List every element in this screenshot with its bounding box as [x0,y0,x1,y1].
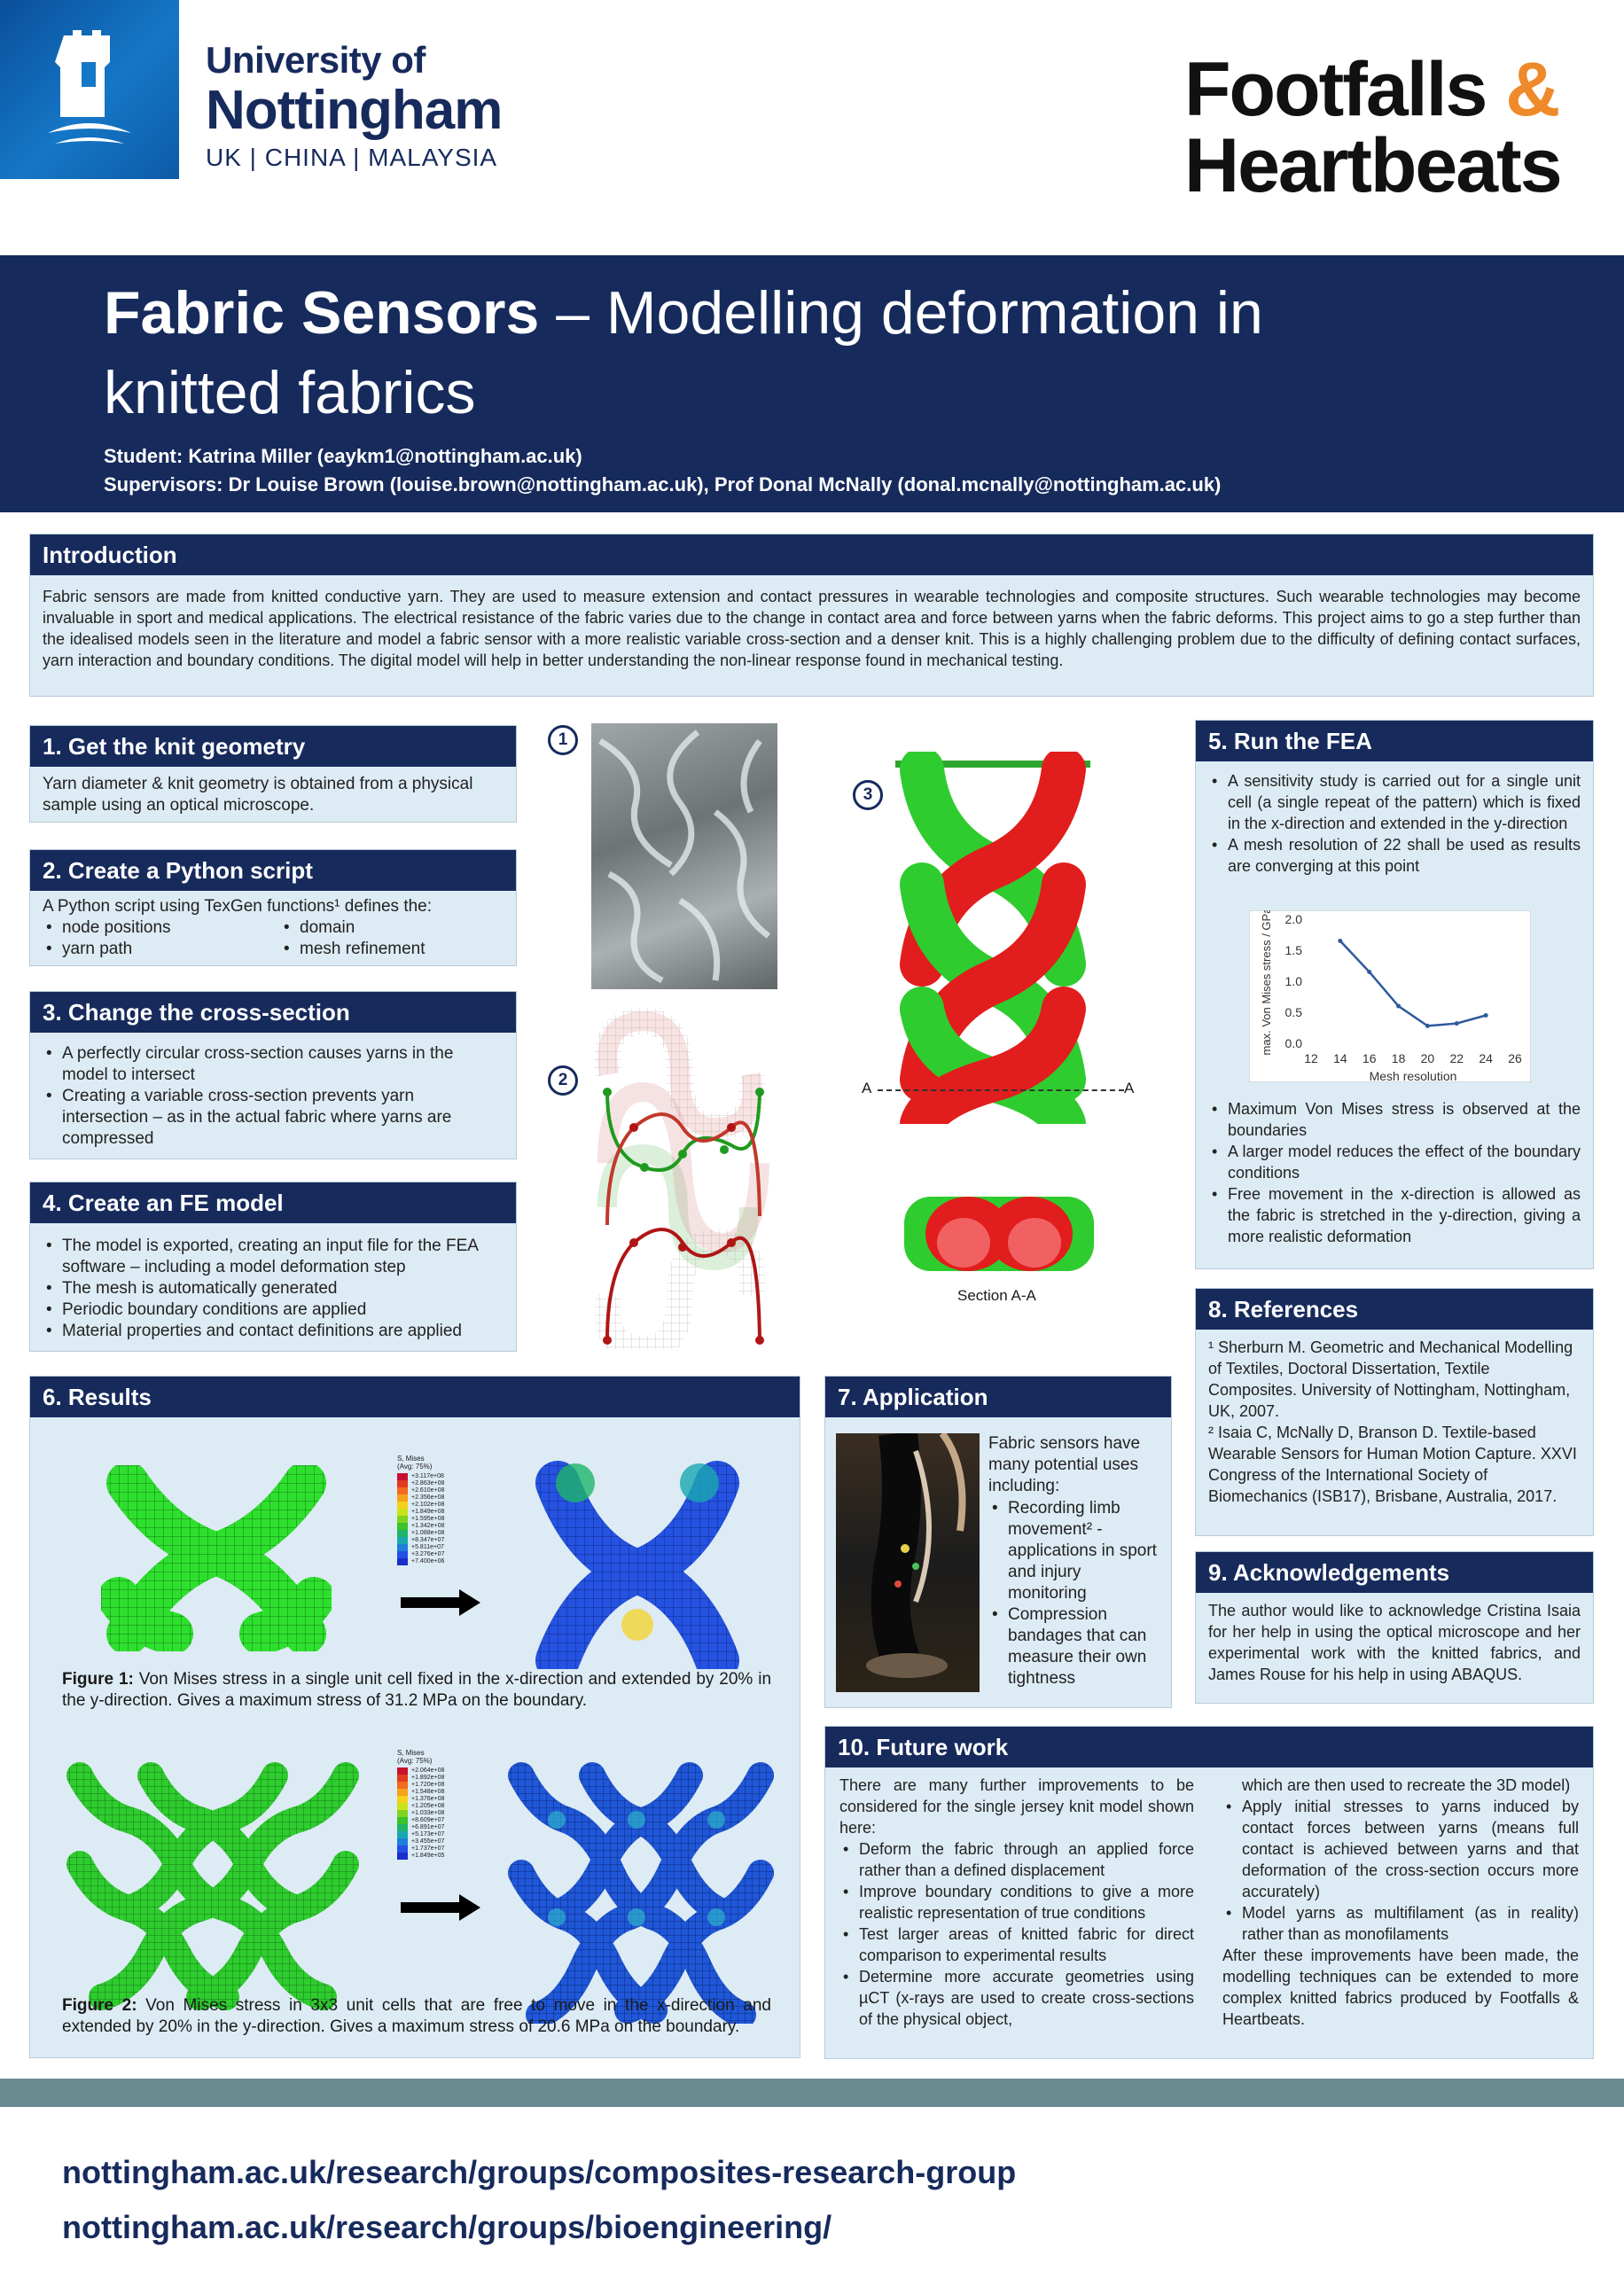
legend-swatch [397,1782,408,1789]
footer-bar [0,2079,1624,2107]
legend-entry [397,1509,477,1516]
legend-swatch [397,1516,408,1523]
list-item: • Periodic boundary conditions are applied [43,1299,504,1321]
legend-swatch [397,1551,408,1558]
list-item: • Test larger areas of knitted fabric for direct comparison to experimental results [839,1923,1194,1966]
legend-value: +5.173e+07 [411,1831,445,1838]
deformation-arrow [401,1589,480,1616]
section-2-intro: A Python script using TexGen functions¹ defines the: [43,897,433,916]
cross-section-caption: Section A-A [957,1287,1036,1304]
section-2-panel [29,849,517,966]
y-tick-label: 0.5 [1284,1005,1302,1019]
section-7-intro: Fabric sensors have many potential uses including: [988,1434,1141,1495]
legend-entry [397,1767,477,1775]
section-8-body [1208,1337,1581,1507]
legend-swatch [397,1845,408,1853]
grid-3x3-stress-model [504,1758,778,2024]
legend-entry [397,1796,477,1803]
section-line-label-right: A [1124,1080,1135,1096]
legend-value: +2.610e+08 [411,1487,445,1494]
legend-value: +1.088e+08 [411,1530,445,1536]
section-10-right [1222,1775,1579,2030]
list-item: • yarn path [43,939,280,960]
legend-entry [397,1530,477,1537]
legend-value: +2.356e+08 [411,1494,445,1501]
section-4-heading: 4. Create an FE model [30,1182,516,1223]
student-line: Student: Katrina Miller (eaykm1@nottingham.ac.uk) [104,445,582,467]
legend-entry [397,1558,477,1565]
figure-number-2: 2 [548,1065,578,1096]
legend-entry [397,1838,477,1845]
legend-entry [397,1551,477,1558]
footer-link-1[interactable]: nottingham.ac.uk/research/groups/composites-research-group [62,2154,1017,2190]
list-item: • The model is exported, creating an input file for the FEA software – including a model deformation step [43,1236,504,1278]
legend-swatch [397,1530,408,1537]
list-item: • Apply initial stresses to yarns induced by contact forces between yarns (means full contact is achieved between yarns and that deformation of the cross-section occurs more accurately) [1222,1796,1579,1902]
section-9-heading: 9. Acknowledgements [1196,1552,1593,1593]
legend-value: +7.400e+06 [411,1558,445,1564]
university-line-2: Nottingham [206,80,503,141]
microscope-image [591,723,777,989]
title-banner [0,255,1624,512]
legend-value: +1.892e+08 [411,1775,445,1781]
legend-value: +3.276e+07 [411,1551,445,1557]
legend-value: +1.342e+08 [411,1523,445,1529]
legend-entry [397,1487,477,1494]
legend-entry [397,1789,477,1796]
figure-number-3: 3 [853,780,883,810]
y-tick-label: 2.0 [1284,912,1302,926]
section-10-left [839,1775,1194,2030]
legend-entry [397,1502,477,1509]
section-10-outro: After these improvements have been made, the modelling techniques can be extended to more complex knitted fabrics produced by Footfalls & Heartbeats. [1222,1947,1579,2028]
supervisors-line: Supervisors: Dr Louise Brown (louise.brown@nottingham.ac.uk), Prof Donal McNally (donal.mcnally@nottingham.ac.uk) [104,473,1222,495]
list-item: • Material properties and contact definitions are applied [43,1321,504,1342]
section-1-heading: 1. Get the knit geometry [30,726,516,767]
poster-title-line2: knitted fabrics [104,359,476,426]
list-item: • Model yarns as multifilament (as in reality) rather than as monofilaments [1222,1902,1579,1945]
y-tick-label: 0.0 [1284,1036,1302,1050]
section-5-bottom [1208,1098,1581,1247]
partner-word-1: Footfalls [1184,47,1506,132]
legend-value: +1.720e+08 [411,1782,445,1788]
legend-value: +5.811e+07 [411,1544,444,1550]
list-item: • node positions [43,917,280,939]
section-9-text: The author would like to acknowledge Cristina Isaia for her help in using the optical microscope and her experimental work with the knitted fabrics, and James Rouse for his help in using ABAQUS. [1208,1602,1581,1683]
x-tick-label: 22 [1449,1051,1464,1065]
legend-swatch [397,1810,408,1817]
footer-link-2[interactable]: nottingham.ac.uk/research/groups/bioengineering/ [62,2209,832,2245]
university-name [206,39,502,176]
section-3-panel [29,991,517,1159]
legend-entry [397,1824,477,1831]
legend-swatch [397,1789,408,1796]
legend-entry [397,1544,477,1551]
partner-word-2: Heartbeats [1184,123,1561,208]
legend-2-title: S, Mises (Avg: 75%) [397,1749,433,1765]
poster-title-rest: – Modelling deformation in [539,279,1263,347]
legend-entry [397,1845,477,1853]
data-point [1338,939,1342,943]
legend-swatch [397,1803,408,1810]
list-item: • A larger model reduces the effect of the boundary conditions [1208,1141,1581,1183]
section-2-body [43,896,504,960]
legend-entry [397,1831,477,1838]
legend-swatch [397,1494,408,1502]
reference-2: ² Isaia C, McNally D, Branson D. Textile-based Wearable Sensors for Human Motion Capture. XXVI Congress of the International Society of Biomechanics (ISB17), Brisbane, Australia, 2017. [1208,1424,1577,1505]
section-5-panel [1195,720,1594,1269]
legend-swatch [397,1796,408,1803]
partner-logo [1184,47,1561,208]
legend-value: +1.737e+07 [411,1845,445,1852]
figure-2-text: Von Mises stress in 3x3 unit cells that are free to move in the x-direction and extended by 20% in the y-direction. Gives a maximum stress of 20.6 MPa on the boundary. [62,1996,771,2036]
legend-swatch [397,1502,408,1509]
section-5-top [1208,770,1581,877]
legend-value: +1.205e+08 [411,1803,445,1809]
legend-value: +1.849e+08 [411,1509,445,1515]
section-3-body [43,1043,504,1150]
university-crest-logo [0,0,179,179]
y-tick-label: 1.5 [1284,943,1302,957]
list-item: • mesh refinement [280,939,493,960]
list-item: • Recording limb movement² - applications in sport and injury monitoring [988,1498,1164,1604]
legend-entry [397,1516,477,1523]
partner-ampersand: & [1505,47,1559,132]
section-line-label-left: A [862,1080,872,1096]
deformation-arrow-2 [401,1894,480,1921]
x-tick-label: 12 [1304,1051,1318,1065]
x-tick-label: 24 [1479,1051,1493,1065]
data-point [1455,1021,1459,1026]
reference-1: ¹ Sherburn M. Geometric and Mechanical Modelling of Textiles, Doctoral Dissertation, Textile Composites. University of Nottingham, Nottingham, UK, 2007. [1208,1338,1573,1420]
introduction-text: Fabric sensors are made from knitted conductive yarn. They are used to measure extension and contact pressures in wearable technologies and composite structures. Such wearable technologies may become invaluable in sport and medical applications. The electrical resistance of the fabric varies due to the change in contact area and force between yarns when the fabric deforms. This project aims to go a step further than the idealised models seen in the literature and model a fabric sensor with a more realistic variable cross-section and a denser knit. This is a highly challenging problem due to the difficulty of defining contact surfaces, yarn interaction and boundary conditions. The digital model will help in better understanding the non-linear response found in mechanical testing. [43,588,1581,669]
legend-swatch [397,1473,408,1480]
legend-2 [397,1749,477,1860]
legend-swatch [397,1487,408,1494]
list-item: • Maximum Von Mises stress is observed at the boundaries [1208,1098,1581,1141]
legend-swatch [397,1853,408,1860]
legend-value: +1.595e+08 [411,1516,445,1522]
university-line-1: University of [206,39,426,81]
x-axis-label: Mesh resolution [1369,1069,1457,1082]
list-item: • The mesh is automatically generated [43,1278,504,1299]
legend-swatch [397,1767,408,1775]
legend-value: +1.548e+08 [411,1789,445,1795]
list-item: • A mesh resolution of 22 shall be used as results are converging at this point [1208,834,1581,877]
data-point [1484,1013,1488,1018]
legend-value: +1.376e+08 [411,1796,445,1802]
figure-1-text: Von Mises stress in a single unit cell fixed in the x-direction and extended by 20% in the y-direction. Gives a maximum stress of 31.2 MPa on the boundary. [62,1670,772,1710]
legend-entry [397,1803,477,1810]
legend-entry [397,1817,477,1824]
legend-entry [397,1775,477,1782]
section-8-panel [1195,1288,1594,1536]
legend-1 [397,1455,477,1565]
figure-2-caption [62,1995,771,2038]
cross-section-model [897,1179,1101,1285]
legend-swatch [397,1544,408,1551]
poster-title-bold: Fabric Sensors [104,279,540,347]
section-5-heading: 5. Run the FEA [1196,721,1593,761]
yarn-path-mesh-diagram [591,1003,777,1349]
x-tick-label: 14 [1333,1051,1347,1065]
legend-swatch [397,1831,408,1838]
data-point [1367,970,1371,974]
list-item: • Creating a variable cross-section prevents yarn intersection – as in the actual fabric where yarns are compressed [43,1086,504,1150]
list-item: • Free movement in the x-direction is allowed as the fabric is stretched in the y-direction, giving a more realistic deformation [1208,1183,1581,1247]
legend-swatch [397,1558,408,1565]
x-tick-label: 18 [1391,1051,1406,1065]
section-10-intro: There are many further improvements to be considered for the single jersey knit model shown here: [839,1776,1194,1837]
legend-swatch [397,1480,408,1487]
list-item: • Compression bandages that can measure their own tightness [988,1604,1164,1689]
university-campuses: UK | CHINA | MALAYSIA [206,144,498,171]
section-4-body [43,1236,504,1342]
unit-cell-stress-model [522,1447,753,1669]
legend-entry [397,1853,477,1860]
poster-title [104,273,1566,433]
section-9-panel [1195,1551,1594,1704]
legend-entry [397,1473,477,1480]
x-tick-label: 16 [1362,1051,1377,1065]
section-7-panel [824,1376,1172,1708]
legend-swatch [397,1523,408,1530]
section-8-heading: 8. References [1196,1289,1593,1330]
x-tick-label: 20 [1420,1051,1435,1065]
legend-value: +2.102e+08 [411,1502,445,1508]
legend-value: +2.064e+08 [411,1767,445,1774]
legend-swatch [397,1775,408,1782]
figure-number-1: 1 [548,725,578,755]
section-10-panel [824,1726,1594,2059]
section-1-panel [29,725,517,823]
y-axis-label: max. Von Mises stress / GPa [1260,910,1273,1056]
legend-value: +1.033e+08 [411,1810,445,1816]
section-2-heading: 2. Create a Python script [30,850,516,891]
section-6-panel [29,1376,800,2058]
introduction-heading: Introduction [30,534,1593,575]
figure-1-caption [62,1669,771,1712]
grid-3x3-green-model [62,1758,363,2015]
section-6-heading: 6. Results [30,1377,800,1417]
legend-entry [397,1537,477,1544]
legend-entry [397,1494,477,1502]
list-item: • Improve boundary conditions to give a more realistic representation of true conditions [839,1881,1194,1923]
application-photo [836,1433,980,1692]
figure-2-label: Figure 2: [62,1996,137,2015]
list-item: • domain [280,917,493,939]
legend-value: +8.609e+07 [411,1817,445,1823]
section-line [878,1089,1124,1091]
data-point [1425,1024,1430,1028]
unit-cell-green-model [101,1465,332,1651]
section-3-heading: 3. Change the cross-section [30,992,516,1033]
section-7-heading: 7. Application [825,1377,1171,1417]
list-item: • Determine more accurate geometries using µCT (x-rays are used to create cross-sections of the physical object, [839,1966,1194,2030]
list-item: • Deform the fabric through an applied force rather than a defined displacement [839,1838,1194,1881]
legend-value: +2.863e+08 [411,1480,445,1486]
list-item: • A perfectly circular cross-section causes yarns in the model to intersect [43,1043,504,1086]
legend-entry [397,1810,477,1817]
legend-value: +1.849e+05 [411,1853,445,1859]
section-7-body [988,1433,1164,1689]
legend-entry [397,1480,477,1487]
legend-swatch [397,1838,408,1845]
section-4-panel [29,1182,517,1352]
legend-value: +6.891e+07 [411,1824,445,1830]
legend-swatch [397,1509,408,1516]
legend-entry [397,1782,477,1789]
introduction-panel [29,534,1594,697]
figure-1-label: Figure 1: [62,1670,134,1689]
x-tick-label: 26 [1508,1051,1522,1065]
legend-value: +3.455e+07 [411,1838,445,1845]
list-item: • A sensitivity study is carried out for a single unit cell (a single repeat of the pattern) which is fixed in the x-direction and extended in the y-direction [1208,770,1581,834]
legend-swatch [397,1824,408,1831]
section-10-heading: 10. Future work [825,1727,1593,1767]
legend-swatch [397,1537,408,1544]
mesh-sensitivity-chart [1249,910,1531,1082]
section-1-text: Yarn diameter & knit geometry is obtained from a physical sample using an optical microscope. [43,775,473,815]
legend-entry [397,1523,477,1530]
legend-swatch [397,1817,408,1824]
legend-value: +3.117e+08 [411,1473,444,1479]
knit-3d-model [886,752,1099,1124]
section-10-continued: which are then used to recreate the 3D model) [1242,1776,1571,1794]
legend-1-title: S, Mises (Avg: 75%) [397,1455,433,1471]
data-point [1396,1004,1401,1009]
y-tick-label: 1.0 [1284,974,1302,988]
legend-value: +8.347e+07 [411,1537,445,1543]
